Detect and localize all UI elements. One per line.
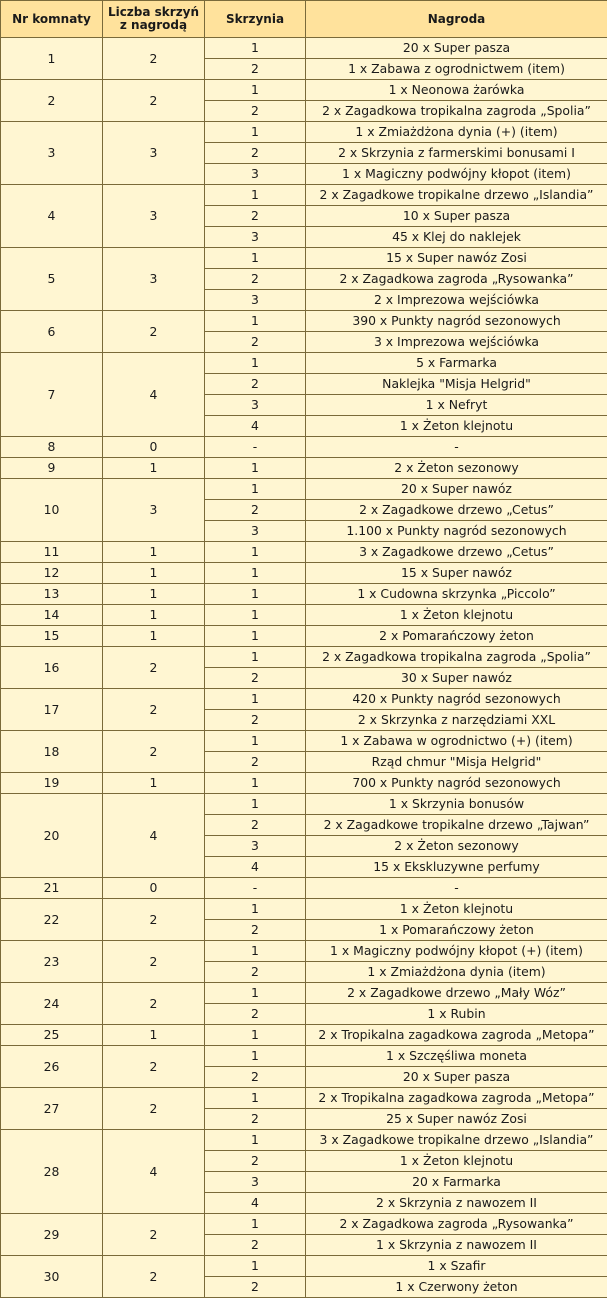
reward-cell: 1 x Zmiażdżona dynia (+) (item) — [306, 122, 607, 143]
room-number-cell: 14 — [1, 605, 103, 626]
chest-count-cell: 2 — [103, 1046, 205, 1088]
table-row — [1, 983, 607, 1004]
table-row — [1, 794, 607, 815]
room-number-cell: 27 — [1, 1088, 103, 1130]
table-row — [1, 731, 607, 752]
chest-cell: - — [205, 437, 306, 458]
chest-cell: 2 — [205, 1004, 306, 1025]
room-number-cell: 25 — [1, 1025, 103, 1046]
room-number-cell: 21 — [1, 878, 103, 899]
chest-cell: 1 — [205, 794, 306, 815]
reward-cell: 2 x Skrzynka z narzędziami XXL — [306, 710, 607, 731]
room-number-cell: 7 — [1, 353, 103, 437]
chest-cell: 3 — [205, 290, 306, 311]
table-row — [1, 185, 607, 206]
reward-cell: 1 x Zabawa z ogrodnictwem (item) — [306, 59, 607, 80]
table-row — [1, 1256, 607, 1277]
reward-cell: 2 x Zagadkowa zagroda „Rysowanka” — [306, 269, 607, 290]
chest-cell: 4 — [205, 857, 306, 878]
room-number-cell: 13 — [1, 584, 103, 605]
chest-cell: 2 — [205, 374, 306, 395]
chest-count-cell: 3 — [103, 248, 205, 311]
header-chest-count-line1: Liczba skrzyń — [107, 5, 200, 19]
room-number-cell: 8 — [1, 437, 103, 458]
table-row — [1, 38, 607, 59]
chest-cell: 2 — [205, 332, 306, 353]
room-number-cell: 11 — [1, 542, 103, 563]
chest-cell: 1 — [205, 1046, 306, 1067]
reward-cell: 2 x Skrzynia z nawozem II — [306, 1193, 607, 1214]
chest-cell: 1 — [205, 584, 306, 605]
chest-count-cell: 2 — [103, 1088, 205, 1130]
chest-cell: 1 — [205, 1214, 306, 1235]
chest-cell: 3 — [205, 227, 306, 248]
reward-cell: 15 x Ekskluzywne perfumy — [306, 857, 607, 878]
chest-count-cell: 3 — [103, 185, 205, 248]
reward-cell: 2 x Zagadkowe tropikalne drzewo „Tajwan” — [306, 815, 607, 836]
table-row — [1, 941, 607, 962]
reward-cell: 1 x Zabawa w ogrodnictwo (+) (item) — [306, 731, 607, 752]
reward-cell: 2 x Zagadkowa tropikalna zagroda „Spolia” — [306, 647, 607, 668]
room-number-cell: 30 — [1, 1256, 103, 1298]
reward-cell: Rząd chmur "Misja Helgrid" — [306, 752, 607, 773]
reward-cell: 1 x Rubin — [306, 1004, 607, 1025]
reward-cell: 1 x Zmiażdżona dynia (item) — [306, 962, 607, 983]
room-number-cell: 16 — [1, 647, 103, 689]
reward-cell: 5 x Farmarka — [306, 353, 607, 374]
table-row — [1, 248, 607, 269]
chest-cell: 4 — [205, 416, 306, 437]
table-row — [1, 542, 607, 563]
room-number-cell: 6 — [1, 311, 103, 353]
reward-cell: 45 x Klej do naklejek — [306, 227, 607, 248]
reward-cell: 2 x Tropikalna zagadkowa zagroda „Metopa” — [306, 1088, 607, 1109]
chest-cell: 1 — [205, 647, 306, 668]
chest-cell: 2 — [205, 500, 306, 521]
chest-cell: 1 — [205, 185, 306, 206]
chest-cell: 1 — [205, 458, 306, 479]
reward-cell: 25 x Super nawóz Zosi — [306, 1109, 607, 1130]
room-number-cell: 22 — [1, 899, 103, 941]
chest-cell: 2 — [205, 143, 306, 164]
chest-cell: 1 — [205, 773, 306, 794]
room-number-cell: 5 — [1, 248, 103, 311]
chest-count-cell: 2 — [103, 899, 205, 941]
table-row — [1, 479, 607, 500]
chest-cell: 2 — [205, 101, 306, 122]
chest-count-cell: 1 — [103, 542, 205, 563]
header-reward: Nagroda — [306, 1, 607, 38]
reward-cell: - — [306, 437, 607, 458]
reward-cell: 1 x Nefryt — [306, 395, 607, 416]
room-number-cell: 19 — [1, 773, 103, 794]
table-row — [1, 647, 607, 668]
table-row — [1, 1214, 607, 1235]
chest-cell: 2 — [205, 1235, 306, 1256]
chest-count-cell: 2 — [103, 38, 205, 80]
table-row — [1, 563, 607, 584]
table-row — [1, 899, 607, 920]
reward-cell: 1 x Neonowa żarówka — [306, 80, 607, 101]
chest-count-cell: 3 — [103, 479, 205, 542]
chest-cell: 2 — [205, 752, 306, 773]
reward-cell: 20 x Super pasza — [306, 1067, 607, 1088]
chest-cell: 1 — [205, 1025, 306, 1046]
table-row — [1, 773, 607, 794]
reward-cell: 3 x Imprezowa wejściówka — [306, 332, 607, 353]
table-row — [1, 605, 607, 626]
reward-cell: 10 x Super pasza — [306, 206, 607, 227]
table-row — [1, 458, 607, 479]
chest-cell: 2 — [205, 962, 306, 983]
table-row — [1, 353, 607, 374]
chest-cell: 2 — [205, 1277, 306, 1298]
room-number-cell: 20 — [1, 794, 103, 878]
chest-cell: 1 — [205, 542, 306, 563]
chest-count-cell: 4 — [103, 1130, 205, 1214]
chest-count-cell: 2 — [103, 647, 205, 689]
chest-cell: 2 — [205, 668, 306, 689]
reward-cell: 1 x Skrzynia bonusów — [306, 794, 607, 815]
header-room-number: Nr komnaty — [1, 1, 103, 38]
chest-count-cell: 1 — [103, 584, 205, 605]
room-number-cell: 3 — [1, 122, 103, 185]
chest-cell: 2 — [205, 269, 306, 290]
chest-count-cell: 2 — [103, 80, 205, 122]
table-row — [1, 122, 607, 143]
chest-cell: 1 — [205, 983, 306, 1004]
reward-cell: 1 x Żeton klejnotu — [306, 899, 607, 920]
chest-count-cell: 2 — [103, 1214, 205, 1256]
chest-cell: 1 — [205, 1256, 306, 1277]
chest-count-cell: 2 — [103, 731, 205, 773]
table-row — [1, 1130, 607, 1151]
reward-cell: 1.100 x Punkty nagród sezonowych — [306, 521, 607, 542]
reward-cell: 1 x Szczęśliwa moneta — [306, 1046, 607, 1067]
table-row — [1, 437, 607, 458]
chest-cell: 1 — [205, 731, 306, 752]
table-row — [1, 1025, 607, 1046]
table-row — [1, 689, 607, 710]
reward-cell: 2 x Zagadkowa zagroda „Rysowanka” — [306, 1214, 607, 1235]
chest-cell: 3 — [205, 395, 306, 416]
reward-cell: 2 x Żeton sezonowy — [306, 458, 607, 479]
chest-cell: 2 — [205, 206, 306, 227]
reward-cell: 1 x Żeton klejnotu — [306, 416, 607, 437]
chest-count-cell: 0 — [103, 437, 205, 458]
header-row — [1, 1, 607, 38]
table-row — [1, 311, 607, 332]
reward-cell: - — [306, 878, 607, 899]
reward-cell: 20 x Farmarka — [306, 1172, 607, 1193]
chest-cell: 1 — [205, 311, 306, 332]
chest-count-cell: 0 — [103, 878, 205, 899]
reward-cell: 1 x Szafir — [306, 1256, 607, 1277]
table-row — [1, 878, 607, 899]
reward-cell: 3 x Zagadkowe tropikalne drzewo „Islandia” — [306, 1130, 607, 1151]
reward-cell: 420 x Punkty nagród sezonowych — [306, 689, 607, 710]
room-number-cell: 18 — [1, 731, 103, 773]
reward-cell: 1 x Żeton klejnotu — [306, 605, 607, 626]
room-number-cell: 12 — [1, 563, 103, 584]
reward-cell: 2 x Pomarańczowy żeton — [306, 626, 607, 647]
chest-cell: 1 — [205, 941, 306, 962]
room-number-cell: 28 — [1, 1130, 103, 1214]
chest-count-cell: 1 — [103, 605, 205, 626]
room-number-cell: 15 — [1, 626, 103, 647]
chest-cell: 3 — [205, 521, 306, 542]
reward-cell: Naklejka "Misja Helgrid" — [306, 374, 607, 395]
chest-cell: 3 — [205, 836, 306, 857]
chest-cell: 1 — [205, 353, 306, 374]
reward-cell: 1 x Magiczny podwójny kłopot (+) (item) — [306, 941, 607, 962]
header-chest: Skrzynia — [205, 1, 306, 38]
reward-cell: 2 x Skrzynia z farmerskimi bonusami I — [306, 143, 607, 164]
chest-count-cell: 1 — [103, 458, 205, 479]
chest-count-cell: 2 — [103, 941, 205, 983]
reward-cell: 2 x Żeton sezonowy — [306, 836, 607, 857]
room-number-cell: 2 — [1, 80, 103, 122]
chest-cell: 2 — [205, 815, 306, 836]
room-number-cell: 1 — [1, 38, 103, 80]
table-row — [1, 1046, 607, 1067]
header-chest-count-line2: z nagrodą — [119, 18, 188, 32]
chest-cell: 2 — [205, 920, 306, 941]
chest-cell: - — [205, 878, 306, 899]
reward-cell: 2 x Zagadkowe drzewo „Mały Wóz” — [306, 983, 607, 1004]
reward-cell: 1 x Pomarańczowy żeton — [306, 920, 607, 941]
chest-cell: 3 — [205, 164, 306, 185]
reward-cell: 2 x Imprezowa wejściówka — [306, 290, 607, 311]
room-number-cell: 4 — [1, 185, 103, 248]
chest-cell: 1 — [205, 899, 306, 920]
chest-cell: 2 — [205, 1109, 306, 1130]
reward-cell: 20 x Super pasza — [306, 38, 607, 59]
table-row — [1, 1088, 607, 1109]
chest-cell: 1 — [205, 1130, 306, 1151]
reward-cell: 3 x Zagadkowe drzewo „Cetus” — [306, 542, 607, 563]
chest-cell: 2 — [205, 59, 306, 80]
reward-cell: 1 x Cudowna skrzynka „Piccolo” — [306, 584, 607, 605]
room-number-cell: 9 — [1, 458, 103, 479]
reward-cell: 390 x Punkty nagród sezonowych — [306, 311, 607, 332]
table-body — [1, 38, 607, 1298]
reward-cell: 1 x Żeton klejnotu — [306, 1151, 607, 1172]
chest-cell: 2 — [205, 710, 306, 731]
room-number-cell: 10 — [1, 479, 103, 542]
room-number-cell: 17 — [1, 689, 103, 731]
table-row — [1, 80, 607, 101]
reward-cell: 700 x Punkty nagród sezonowych — [306, 773, 607, 794]
chest-cell: 1 — [205, 479, 306, 500]
chest-count-cell: 2 — [103, 311, 205, 353]
reward-cell: 1 x Skrzynia z nawozem II — [306, 1235, 607, 1256]
chest-cell: 1 — [205, 38, 306, 59]
reward-cell: 20 x Super nawóz — [306, 479, 607, 500]
table-row — [1, 584, 607, 605]
reward-cell: 2 x Zagadkowa tropikalna zagroda „Spolia” — [306, 101, 607, 122]
chest-cell: 2 — [205, 1067, 306, 1088]
chest-cell: 1 — [205, 626, 306, 647]
chest-cell: 1 — [205, 80, 306, 101]
reward-cell: 1 x Czerwony żeton — [306, 1277, 607, 1298]
reward-cell: 15 x Super nawóz Zosi — [306, 248, 607, 269]
chest-count-cell: 2 — [103, 1256, 205, 1298]
reward-cell: 2 x Zagadkowe tropikalne drzewo „Islandia” — [306, 185, 607, 206]
chest-cell: 1 — [205, 689, 306, 710]
chest-count-cell: 1 — [103, 626, 205, 647]
chest-count-cell: 3 — [103, 122, 205, 185]
chest-count-cell: 1 — [103, 563, 205, 584]
chest-count-cell: 1 — [103, 773, 205, 794]
table-row — [1, 626, 607, 647]
reward-cell: 2 x Tropikalna zagadkowa zagroda „Metopa” — [306, 1025, 607, 1046]
chest-cell: 1 — [205, 605, 306, 626]
reward-cell: 2 x Zagadkowe drzewo „Cetus” — [306, 500, 607, 521]
chest-cell: 3 — [205, 1172, 306, 1193]
reward-cell: 1 x Magiczny podwójny kłopot (item) — [306, 164, 607, 185]
room-number-cell: 24 — [1, 983, 103, 1025]
reward-cell: 30 x Super nawóz — [306, 668, 607, 689]
chest-cell: 1 — [205, 122, 306, 143]
chest-cell: 1 — [205, 1088, 306, 1109]
chest-cell: 2 — [205, 1151, 306, 1172]
chest-cell: 1 — [205, 563, 306, 584]
chest-count-cell: 2 — [103, 983, 205, 1025]
chest-count-cell: 2 — [103, 689, 205, 731]
room-number-cell: 26 — [1, 1046, 103, 1088]
reward-cell: 15 x Super nawóz — [306, 563, 607, 584]
chest-cell: 4 — [205, 1193, 306, 1214]
room-number-cell: 29 — [1, 1214, 103, 1256]
chest-cell: 1 — [205, 248, 306, 269]
room-number-cell: 23 — [1, 941, 103, 983]
chest-count-cell: 1 — [103, 1025, 205, 1046]
chest-count-cell: 4 — [103, 794, 205, 878]
chest-count-cell: 4 — [103, 353, 205, 437]
header-chest-count — [103, 1, 205, 38]
